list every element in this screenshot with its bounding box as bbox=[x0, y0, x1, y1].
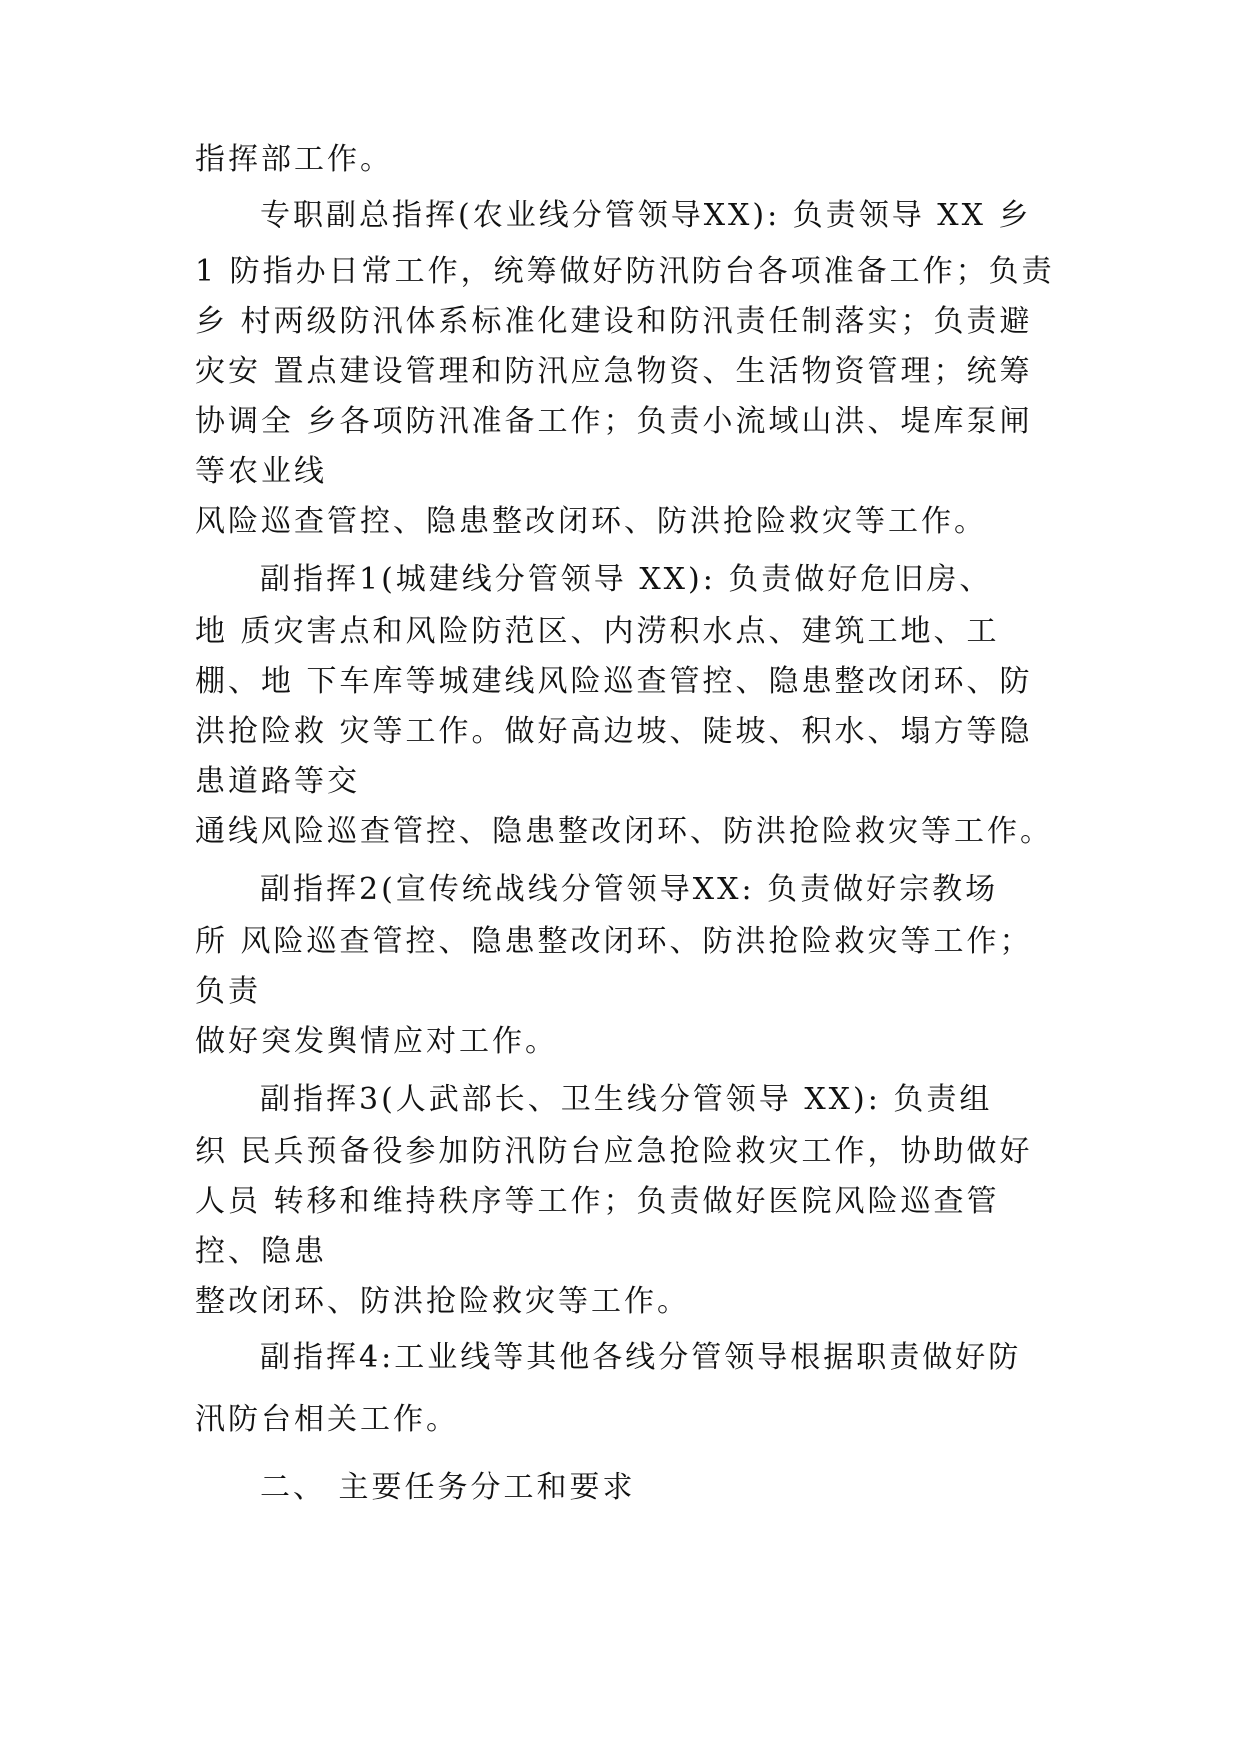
text-line: 做好突发舆情应对工作。 bbox=[195, 1024, 558, 1059]
text-line: 地 质灾害点和风险防范区、内涝积水点、建筑工地、工 bbox=[195, 614, 1000, 649]
text-line: 控、隐患 bbox=[195, 1234, 327, 1269]
section-heading: 二、 主要任务分工和要求 bbox=[260, 1470, 636, 1505]
text-line: 灾安 置点建设管理和防汛应急物资、生活物资管理；统筹 bbox=[195, 354, 1033, 389]
text-line: 人员 转移和维持秩序等工作；负责做好医院风险巡查管 bbox=[195, 1184, 1000, 1219]
text-line: 协调全 乡各项防汛准备工作；负责小流域山洪、堤库泵闸 bbox=[195, 404, 1033, 439]
text-line: 等农业线 bbox=[195, 454, 327, 489]
text-line: 棚、地 下车库等城建线风险巡查管控、隐患整改闭环、防 bbox=[195, 664, 1033, 699]
text-line: 1 防指办日常工作，统筹做好防汛防台各项准备工作；负责 bbox=[195, 254, 1055, 289]
text-line: 乡 村两级防汛体系标准化建设和防汛责任制落实；负责避 bbox=[195, 304, 1033, 339]
text-line: 副指挥1(城建线分管领导 XX): 负责做好危旧房、 bbox=[260, 562, 993, 597]
text-line: 副指挥2(宣传统战线分管领导XX: 负责做好宗教场 bbox=[260, 872, 999, 907]
text-line: 风险巡查管控、隐患整改闭环、防洪抢险救灾等工作。 bbox=[195, 504, 987, 539]
text-line: 洪抢险救 灾等工作。做好高边坡、陡坡、积水、塌方等隐 bbox=[195, 714, 1033, 749]
text-line: 织 民兵预备役参加防汛防台应急抢险救灾工作，协助做好 bbox=[195, 1134, 1033, 1169]
text-line: 整改闭环、防洪抢险救灾等工作。 bbox=[195, 1284, 690, 1319]
text-line: 通线风险巡查管控、隐患整改闭环、防洪抢险救灾等工作。 bbox=[195, 814, 1053, 849]
text-line: 负责 bbox=[195, 974, 261, 1009]
text-line: 汛防台相关工作。 bbox=[195, 1402, 459, 1437]
text-line: 患道路等交 bbox=[195, 764, 360, 799]
text-line: 副指挥4:工业线等其他各线分管领导根据职责做好防 bbox=[260, 1340, 1022, 1375]
text-line: 专职副总指挥(农业线分管领导XX): 负责领导 XX 乡 bbox=[260, 198, 1032, 233]
text-line: 所 风险巡查管控、隐患整改闭环、防洪抢险救灾等工作； bbox=[195, 924, 1033, 959]
text-line: 指挥部工作。 bbox=[195, 142, 393, 177]
text-line: 副指挥3(人武部长、卫生线分管领导 XX): 负责组 bbox=[260, 1082, 993, 1117]
